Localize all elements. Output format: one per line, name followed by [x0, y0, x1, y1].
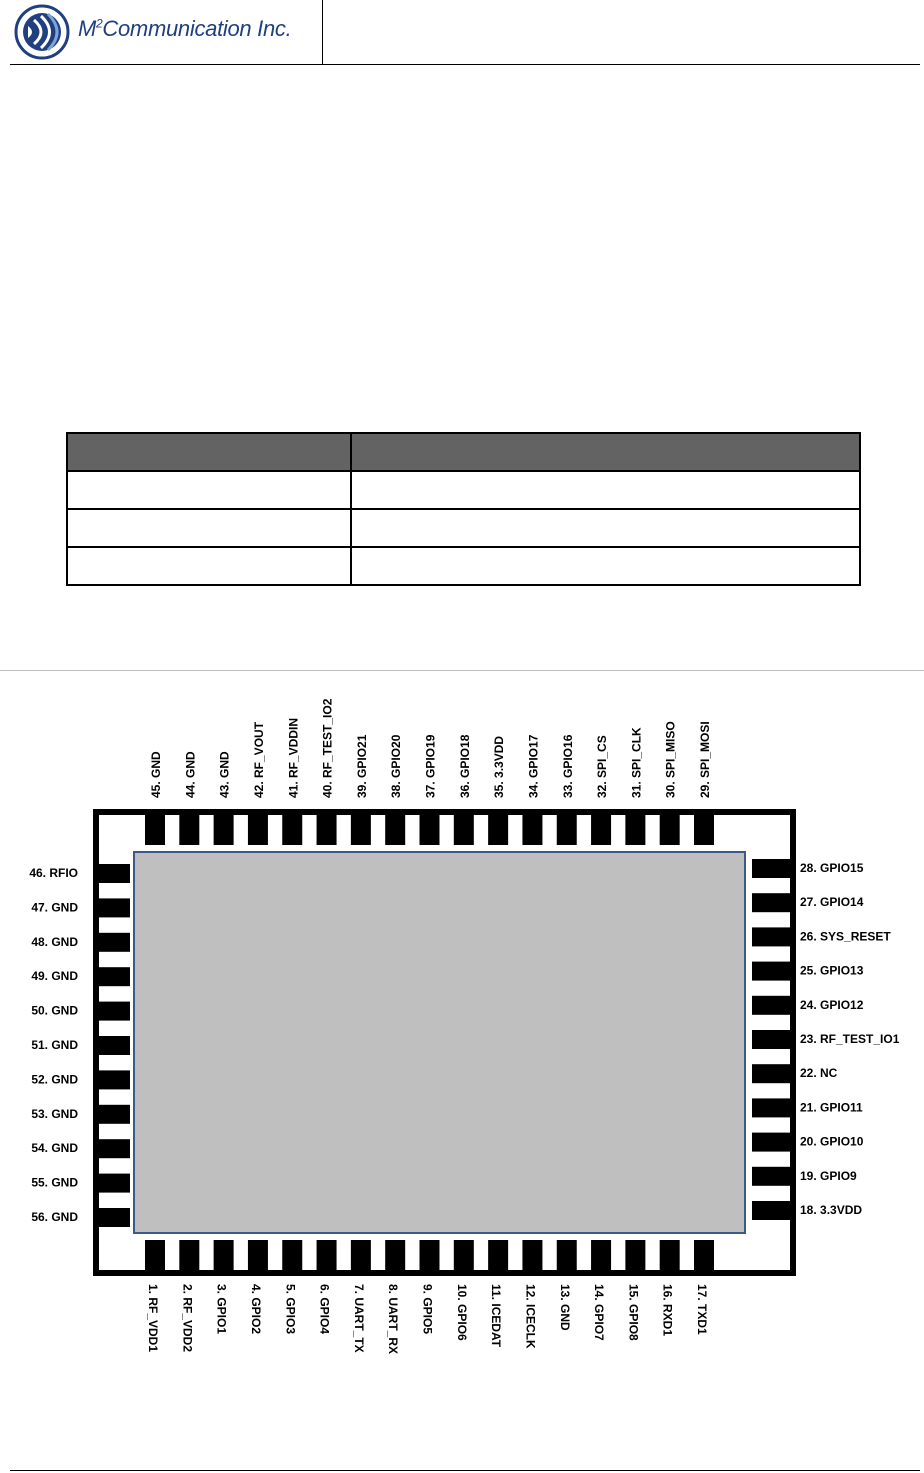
pin-label: 10. GPIO6 [454, 1284, 469, 1341]
pin-pad [752, 1098, 790, 1117]
pin-pad [752, 859, 790, 878]
pin-label: 36. GPIO18 [457, 734, 472, 798]
pin-pad [282, 812, 302, 845]
pin-pad [625, 812, 645, 845]
pin-pad [454, 1240, 474, 1273]
pin-label: 13. GND [557, 1284, 572, 1331]
pin-pad [660, 812, 680, 845]
pin-label: 39. GPIO21 [354, 734, 369, 798]
pin-pad [145, 1240, 165, 1273]
pin-pad [282, 1240, 302, 1273]
pin-pad [385, 1240, 405, 1273]
pin-label: 11. ICEDAT [489, 1284, 504, 1348]
pin-pad [179, 812, 199, 845]
pin-pad [694, 1240, 714, 1273]
pin-label: 15. GPIO8 [626, 1284, 641, 1341]
pin-pad [96, 933, 130, 952]
pin-label: 21. GPIO11 [800, 1100, 863, 1115]
pin-label: 2. RF_VDD2 [180, 1284, 195, 1353]
pin-pad [752, 927, 790, 946]
pin-pad [145, 812, 165, 845]
pin-pad [591, 812, 611, 845]
footer-rule [10, 1470, 920, 1471]
pin-label: 28. GPIO15 [800, 861, 864, 875]
pin-pad [214, 812, 234, 845]
pin-pad [96, 1139, 130, 1158]
pin-label: 27. GPIO14 [800, 895, 864, 910]
pin-pad [96, 1070, 130, 1089]
pin-pad [351, 812, 371, 845]
pin-label: 54. GND [31, 1141, 78, 1156]
pin-pad [96, 864, 130, 883]
pin-pad [179, 1240, 199, 1273]
pin-label: 8. UART_RX [386, 1284, 401, 1355]
pin-label: 14. GPIO7 [592, 1284, 607, 1341]
pin-pad [625, 1240, 645, 1273]
pin-label: 7. UART_TX [351, 1284, 366, 1353]
pin-label: 32. SPI_CS [595, 735, 610, 798]
pin-pad [522, 1240, 542, 1273]
pin-pad [96, 1002, 130, 1021]
pin-label: 23. RF_TEST_IO1 [800, 1032, 900, 1046]
pin-pad [385, 812, 405, 845]
pin-label: 3. GPIO1 [214, 1284, 229, 1335]
pin-label: 33. GPIO16 [560, 734, 575, 798]
pin-label: 5. GPIO3 [283, 1284, 298, 1335]
pin-label: 34. GPIO17 [526, 734, 541, 798]
pin-label: 12. ICECLK [523, 1284, 538, 1349]
pin-label: 38. GPIO20 [389, 734, 404, 798]
pin-pad [752, 1167, 790, 1186]
pin-pad [752, 1201, 790, 1220]
pin-label: 53. GND [31, 1106, 78, 1121]
pin-label: 40. RF_TEST_IO2 [320, 698, 335, 798]
pin-label: 30. SPI_MISO [663, 721, 678, 798]
pin-label: 44. GND [183, 751, 198, 798]
pin-pad [694, 812, 714, 845]
pin-pad [522, 812, 542, 845]
pin-label: 35. 3.3VDD [492, 735, 507, 798]
pin-label: 55. GND [31, 1175, 78, 1190]
pin-label: 48. GND [31, 934, 78, 949]
pin-label: 42. RF_VOUT [251, 721, 266, 798]
pin-pad [660, 1240, 680, 1273]
pin-pad [96, 1036, 130, 1055]
pin-label: 56. GND [31, 1210, 78, 1224]
pin-label: 22. NC [800, 1066, 838, 1081]
pin-pad [96, 1174, 130, 1193]
pin-label: 43. GND [217, 751, 232, 798]
pin-label: 29. SPI_MOSI [698, 721, 712, 798]
pin-label: 26. SYS_RESET [800, 929, 891, 944]
pin-pad [752, 962, 790, 981]
pin-label: 17. TXD1 [695, 1284, 709, 1335]
pin-pad [214, 1240, 234, 1273]
pin-pad [96, 1105, 130, 1124]
pin-label: 16. RXD1 [660, 1284, 675, 1337]
pin-pad [420, 812, 440, 845]
pin-label: 20. GPIO10 [800, 1134, 864, 1149]
pin-label: 9. GPIO5 [420, 1284, 435, 1335]
pin-pad [317, 812, 337, 845]
pin-pad [96, 1208, 130, 1227]
pin-pad [752, 1030, 790, 1049]
pin-label: 52. GND [31, 1072, 78, 1087]
pin-label: 47. GND [31, 900, 78, 915]
pin-pad [752, 996, 790, 1015]
pin-label: 46. RFIO [29, 866, 78, 880]
pin-label: 18. 3.3VDD [800, 1203, 863, 1217]
pin-pad [488, 812, 508, 845]
pin-pad [752, 1133, 790, 1152]
pin-pad [317, 1240, 337, 1273]
module-body [134, 852, 745, 1233]
pin-label: 4. GPIO2 [248, 1284, 263, 1335]
pin-pad [420, 1240, 440, 1273]
pin-pad [557, 1240, 577, 1273]
pin-label: 37. GPIO19 [423, 734, 438, 798]
pin-pad [752, 893, 790, 912]
pin-pad [248, 812, 268, 845]
pin-label: 50. GND [31, 1003, 78, 1018]
pin-label: 49. GND [31, 969, 78, 984]
pin-label: 24. GPIO12 [800, 997, 864, 1012]
pin-pad [591, 1240, 611, 1273]
pin-pad [351, 1240, 371, 1273]
pin-pad [248, 1240, 268, 1273]
pin-label: 41. RF_VDDIN [286, 717, 301, 798]
pin-label: 1. RF_VDD1 [146, 1284, 160, 1353]
company-name: $M^2Communication$ Inc. [78, 16, 292, 41]
pin-label: 6. GPIO4 [317, 1284, 332, 1335]
pin-pad [454, 812, 474, 845]
pin-label: 51. GND [31, 1038, 78, 1052]
pin-pad [488, 1240, 508, 1273]
pin-pad [96, 967, 130, 986]
pin-pad [96, 898, 130, 917]
pin-pad [557, 812, 577, 845]
pin-label: 25. GPIO13 [800, 963, 864, 978]
pin-label: 19. GPIO9 [800, 1168, 857, 1183]
pin-label: 31. SPI_CLK [629, 727, 644, 798]
pin-label: 45. GND [149, 751, 163, 798]
pin-pad [752, 1064, 790, 1083]
